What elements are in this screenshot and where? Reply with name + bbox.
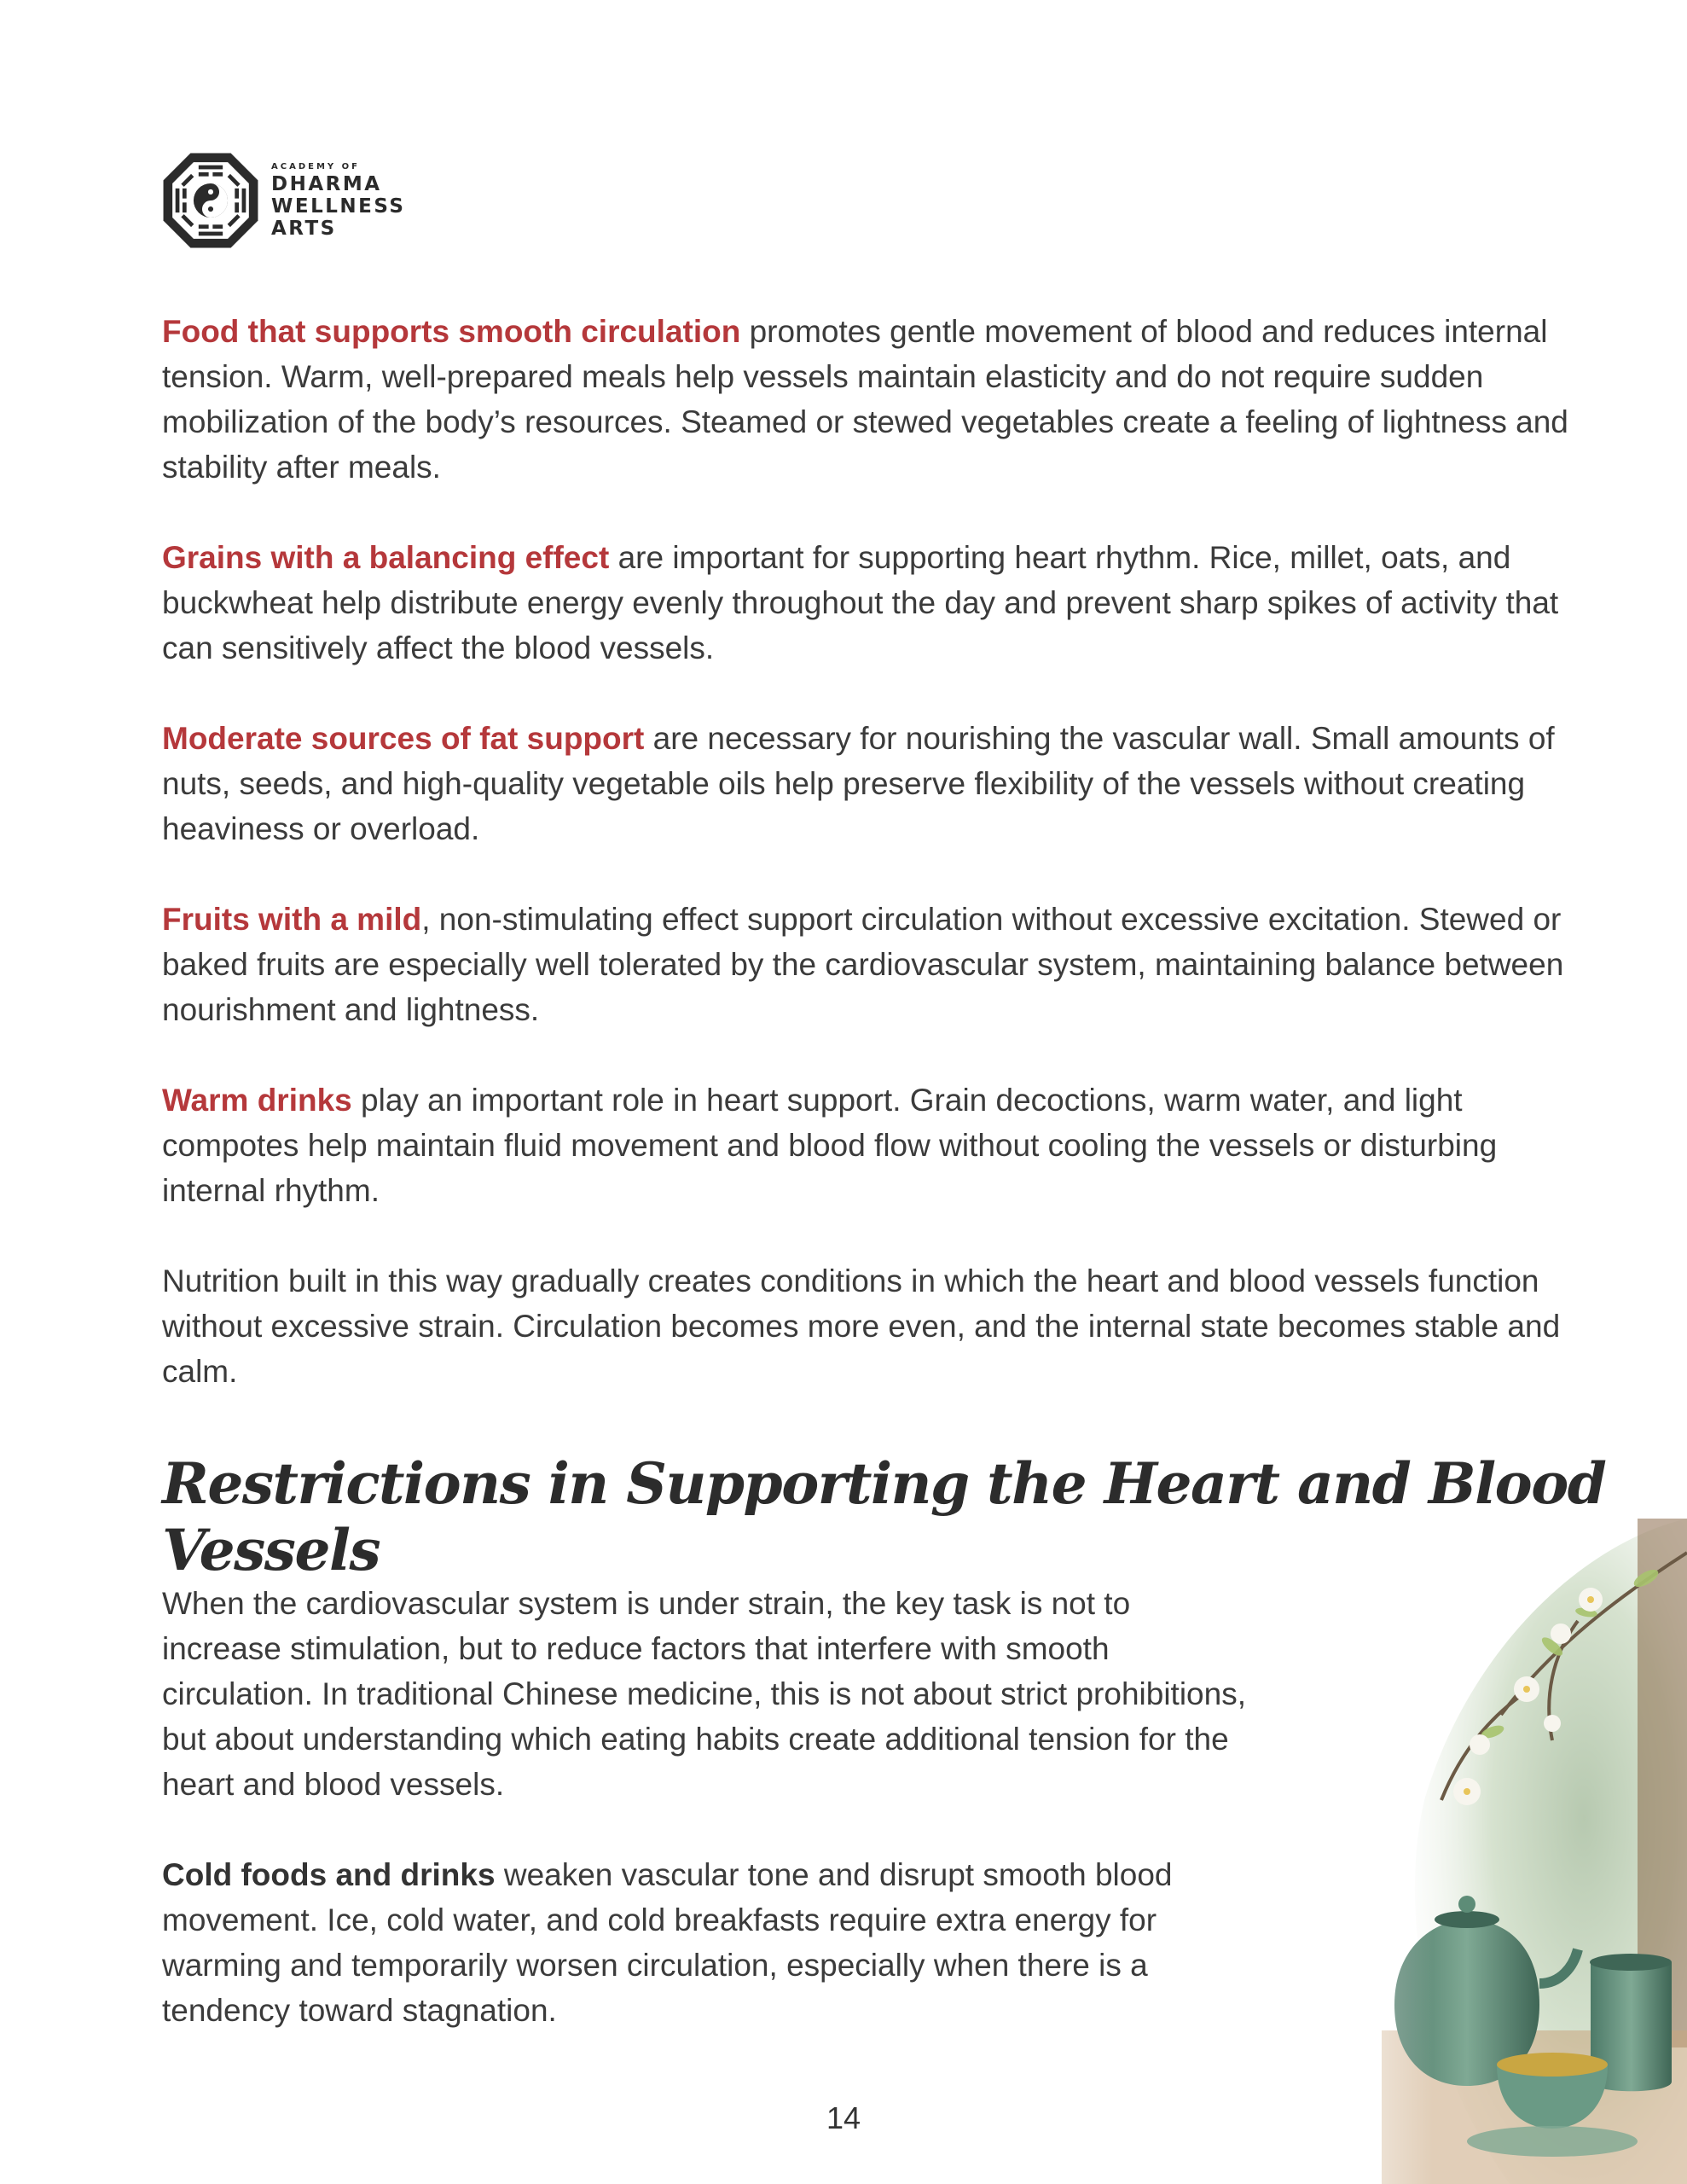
highlight-drinks: Warm drinks [162,1083,352,1118]
logo-word-wellness: WELLNESS [271,195,406,218]
logo-subtitle: ACADEMY OF [271,161,360,171]
restrictions-intro: When the cardiovascular system is under strain, the key task is not to increase stimulation, but to reduce factors that interfere with smooth circulation. In traditional Chinese medicine, this is not about strict prohibitions, but about understanding which eating habits create additional tension for the heart and blood vessels. [162,1586,1246,1802]
logo-word-dharma: DHARMA [271,172,382,195]
bold-cold-foods: Cold foods and drinks [162,1857,496,1892]
bagua-yin-yang-icon [160,150,261,251]
paragraph-grains [162,535,1595,671]
tea-set-blossom-illustration [1296,1519,1687,2184]
paragraph-text: , non-stimulating effect support circulation without excessive excitation. Stewed or baked fruits are especially well tolerated by the cardiovascular system, maintaining balance between nourishment and lightness. [162,902,1564,1027]
page-number: 14 [826,2100,861,2135]
paragraph-drinks [162,1077,1595,1213]
paragraph-text: are necessary for nourishing the vascular wall. Small amounts of nuts, seeds, and high-quality vegetable oils help preserve flexibility of the vessels without creating heaviness or overload. [162,721,1555,846]
highlight-fruits: Fruits with a mild [162,902,422,937]
paragraph-text: are important for supporting heart rhythm. Rice, millet, oats, and buckwheat help distribute energy evenly throughout the day and prevent sharp spikes of activity that can sensitively affect the blood vessels. [162,540,1559,665]
highlight-circulation: Food that supports smooth circulation [162,314,741,349]
paragraph-text: weaken vascular tone and disrupt smooth blood movement. Ice, cold water, and cold breakfasts require extra energy for warming and temporarily worsen circulation, especially when there is a tendency toward stagnation. [162,1857,1173,2028]
paragraph-summary [162,1258,1595,1394]
paragraph-fruits [162,897,1595,1032]
paragraph-fats [162,716,1595,851]
restrictions-section [162,1581,1254,2078]
section-heading: Restrictions in Supporting the Heart and Blood Vessels [162,1450,1606,1583]
logo-word-arts: ARTS [271,217,337,240]
highlight-fats: Moderate sources of fat support [162,721,645,756]
main-content [162,309,1595,1439]
paragraph-text: promotes gentle movement of blood and reduces internal tension. Warm, well-prepared meals help vessels maintain elasticity and do not require sudden mobilization of the body’s resources. Steamed or stewed vegetables create a feeling of lightness and stability after meals. [162,314,1568,485]
paragraph-cold-foods [162,1852,1254,2033]
paragraph-circulation [162,309,1595,490]
paragraph-text: play an important role in heart support. Grain decoctions, warm water, and light compotes help maintain fluid movement and blood flow without cooling the vessels or disturbing internal rhythm. [162,1083,1498,1208]
highlight-grains: Grains with a balancing effect [162,540,610,575]
paragraph-text: Nutrition built in this way gradually creates conditions in which the heart and blood vessels function without excessive strain. Circulation becomes more even, and the internal state becomes stable and calm. [162,1263,1561,1389]
logo [160,150,405,251]
